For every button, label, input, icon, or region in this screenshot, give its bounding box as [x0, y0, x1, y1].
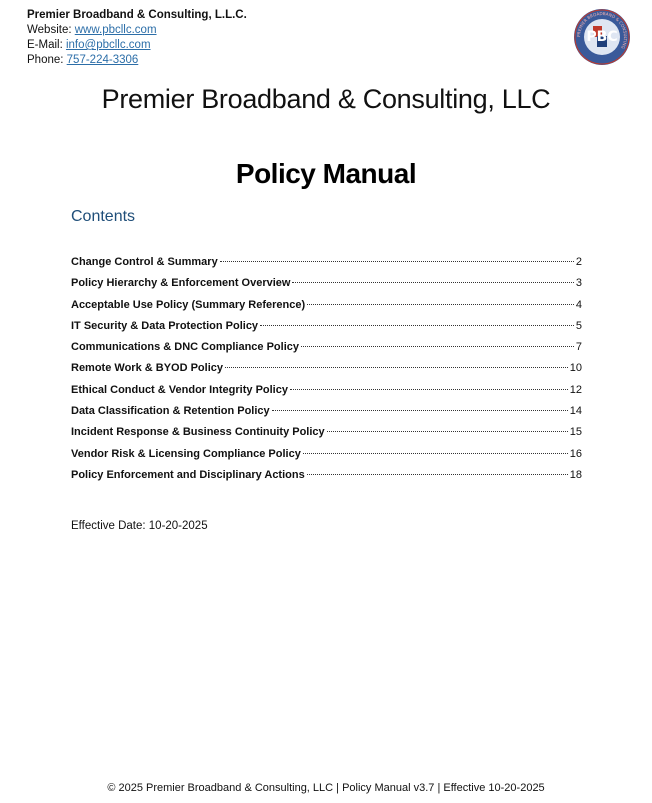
- phone-line: [27, 53, 247, 68]
- company-header: [27, 8, 247, 68]
- toc-entry[interactable]: [71, 362, 582, 383]
- toc-entry[interactable]: [71, 426, 582, 447]
- table-of-contents: [71, 256, 582, 490]
- effective-date: Effective Date: 10-20-2025: [71, 520, 208, 532]
- toc-leader-dots: [290, 389, 568, 390]
- toc-entry-title: Communications & DNC Compliance Policy: [71, 341, 299, 354]
- company-title: Premier Broadband & Consulting, LLC: [101, 84, 551, 114]
- email-line: [27, 38, 247, 53]
- toc-entry-title: Policy Hierarchy & Enforcement Overview: [71, 277, 291, 290]
- toc-leader-dots: [307, 304, 574, 305]
- website-link[interactable]: www.pbcllc.com: [74, 24, 157, 36]
- toc-entry-page: 7: [575, 341, 582, 354]
- toc-entry-title: IT Security & Data Protection Policy: [71, 319, 259, 332]
- toc-entry-title: Change Control & Summary: [71, 256, 218, 268]
- toc-entry[interactable]: [71, 405, 582, 426]
- phone-link[interactable]: 757-224-3306: [66, 54, 139, 66]
- toc-leader-dots: [301, 346, 574, 347]
- toc-entry-title: Acceptable Use Policy (Summary Reference): [71, 298, 306, 311]
- toc-entry-title: Data Classification & Retention Policy: [71, 405, 270, 418]
- website-label: Website:: [27, 24, 75, 36]
- logo-ring-text: PREMIER BROADBAND & CONSULTING: [575, 10, 629, 50]
- toc-leader-dots: [260, 325, 574, 326]
- website-line: [27, 23, 247, 38]
- logo-letters: PBC: [586, 29, 618, 45]
- email-label: E-Mail:: [27, 39, 66, 51]
- toc-leader-dots: [303, 453, 568, 454]
- toc-entry-page: 15: [569, 426, 582, 439]
- toc-entry[interactable]: [71, 277, 582, 298]
- toc-entry[interactable]: [71, 469, 582, 490]
- toc-leader-dots: [307, 474, 568, 475]
- toc-entry[interactable]: [71, 384, 582, 405]
- toc-entry[interactable]: [71, 341, 582, 362]
- toc-entry-page: 3: [575, 277, 582, 290]
- page-footer: © 2025 Premier Broadband & Consulting, LLC | Policy Manual v3.7 | Effective 10-20-2025: [107, 782, 545, 794]
- toc-entry-page: 18: [569, 468, 582, 481]
- toc-leader-dots: [327, 431, 568, 432]
- contents-heading: Contents: [71, 208, 136, 225]
- toc-entry-page: 12: [569, 383, 582, 396]
- toc-entry-page: 10: [569, 362, 582, 375]
- toc-leader-dots: [292, 282, 573, 283]
- company-logo: [573, 8, 631, 66]
- phone-label: Phone:: [27, 54, 67, 66]
- toc-leader-dots: [225, 367, 568, 368]
- toc-entry[interactable]: [71, 320, 582, 341]
- toc-leader-dots: [220, 261, 574, 262]
- toc-entry-title: Incident Response & Business Continuity Policy: [71, 426, 325, 439]
- document-title: Policy Manual: [235, 158, 417, 189]
- toc-entry-page: 14: [569, 405, 582, 418]
- email-link[interactable]: info@pbcllc.com: [65, 39, 151, 51]
- toc-entry[interactable]: [71, 448, 582, 469]
- toc-leader-dots: [272, 410, 568, 411]
- toc-entry-title: Policy Enforcement and Disciplinary Actions: [71, 468, 305, 481]
- toc-entry-title: Vendor Risk & Licensing Compliance Policy: [71, 447, 301, 460]
- toc-entry-page: 5: [575, 319, 582, 332]
- company-name: Premier Broadband & Consulting, L.L.C.: [27, 9, 247, 21]
- toc-entry-title: Ethical Conduct & Vendor Integrity Policy: [71, 383, 288, 396]
- toc-entry-title: Remote Work & BYOD Policy: [71, 362, 223, 375]
- toc-entry[interactable]: [71, 256, 582, 277]
- toc-entry-page: 16: [569, 447, 582, 460]
- toc-entry-page: 4: [575, 298, 582, 311]
- toc-entry-page: 2: [575, 256, 582, 268]
- toc-entry[interactable]: [71, 299, 582, 320]
